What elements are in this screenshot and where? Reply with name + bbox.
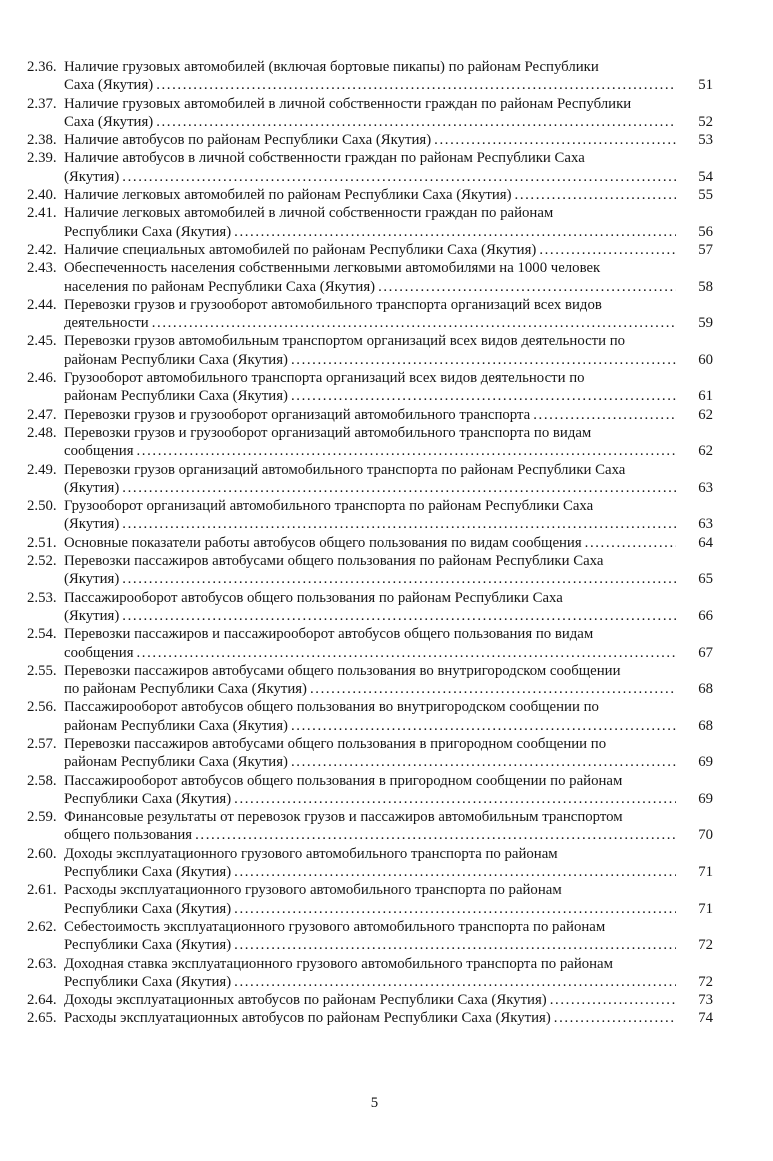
toc-entry-page: 57 — [698, 241, 713, 258]
dot-leader — [554, 1009, 676, 1027]
toc-entry-text: (Якутия) — [64, 168, 120, 185]
toc-entry-line — [64, 753, 713, 771]
toc-entry — [27, 589, 713, 626]
toc-entry-text: Перевозки грузов автомобильным транспортом организаций всех видов деятельности по — [64, 333, 626, 350]
toc-entry-body — [64, 534, 713, 552]
toc-entry-page: 56 — [698, 223, 713, 240]
toc-entry-body — [64, 424, 713, 461]
toc-entry-number: 2.59. — [27, 809, 57, 826]
toc-entry-number: 2.55. — [27, 662, 57, 679]
toc-entry-body — [64, 845, 713, 882]
toc-entry-text: Грузооборот автомобильного транспорта организаций всех видов деятельности по — [64, 370, 585, 387]
toc-entry-text: Перевозки грузов и грузооборот автомобильного транспорта организаций всех видов — [64, 296, 602, 313]
toc-entry-text: Республики Саха (Якутия) — [64, 223, 232, 240]
toc-entry-text: Перевозки пассажиров автобусами общего пользования по районам Республики Саха — [64, 553, 604, 570]
toc-entry-page: 63 — [698, 516, 713, 533]
toc-entry-line — [64, 717, 713, 735]
toc-entry-body — [64, 186, 713, 204]
toc-entry — [27, 332, 713, 369]
toc-entry-number: 2.44. — [27, 296, 57, 313]
toc-entry-page: 71 — [698, 900, 713, 917]
toc-entry-page: 74 — [698, 1010, 713, 1027]
toc-entry-page: 59 — [698, 315, 713, 332]
toc-entry-number: 2.48. — [27, 424, 57, 441]
toc-entry — [27, 241, 713, 259]
toc-entry-body — [64, 296, 713, 333]
toc-entry — [27, 149, 713, 186]
toc-entry-line — [64, 406, 713, 424]
toc-entry-text: Перевозки пассажиров автобусами общего пользования в пригородном сообщении по — [64, 735, 607, 752]
toc-entry-page: 70 — [698, 827, 713, 844]
toc-entry-page: 53 — [698, 132, 713, 149]
dot-leader — [550, 991, 676, 1009]
toc-entry-line — [64, 332, 713, 350]
toc-entry-number: 2.53. — [27, 589, 57, 606]
toc-entry-text: сообщения — [64, 443, 134, 460]
dot-leader — [122, 607, 676, 625]
toc-entry-page: 52 — [698, 113, 713, 130]
toc-entry-text: Республики Саха (Якутия) — [64, 790, 232, 807]
dot-leader — [137, 644, 677, 662]
toc-entry-page: 51 — [698, 77, 713, 94]
toc-entry-text: по районам Республики Саха (Якутия) — [64, 681, 307, 698]
toc-entry-number: 2.46. — [27, 370, 57, 387]
dot-leader — [234, 973, 676, 991]
toc-entry-text: Перевозки грузов и грузооборот организаций автомобильного транспорта по видам — [64, 424, 592, 441]
toc-entry — [27, 296, 713, 333]
toc-entry — [27, 881, 713, 918]
toc-entry-page: 73 — [698, 992, 713, 1009]
page-number: 5 — [370, 1095, 379, 1111]
toc-entry-page: 66 — [698, 607, 713, 624]
toc-entry-body — [64, 735, 713, 772]
toc-entry-text: Финансовые результаты от перевозок грузов и пассажиров автомобильным транспортом — [64, 809, 623, 826]
dot-leader — [291, 351, 676, 369]
dot-leader — [152, 314, 676, 332]
toc-entry-text: Обеспеченность населения собственными легковыми автомобилями на 1000 человек — [64, 260, 601, 277]
toc-entry-line — [64, 808, 713, 826]
dot-leader — [156, 113, 676, 131]
toc-entry-body — [64, 662, 713, 699]
dot-leader — [515, 186, 676, 204]
toc-entry-number: 2.47. — [27, 406, 57, 423]
toc-entry — [27, 534, 713, 552]
dot-leader — [310, 680, 676, 698]
toc-entry-line — [64, 479, 713, 497]
toc-entry-page: 68 — [698, 681, 713, 698]
toc-entry-line — [64, 515, 713, 533]
toc-entry — [27, 991, 713, 1009]
toc-entry-text: общего пользования — [64, 827, 193, 844]
toc-entry-text: Наличие автобусов в личной собственности граждан по районам Республики Саха — [64, 150, 585, 167]
toc-entry-text: Пассажирооборот автобусов общего пользования в пригородном сообщении по районам — [64, 772, 623, 789]
toc-entry-line — [64, 241, 713, 259]
dot-leader — [378, 278, 676, 296]
toc-entry-text: деятельности — [64, 315, 149, 332]
toc-entry-page: 54 — [698, 168, 713, 185]
toc-entry-page: 67 — [698, 644, 713, 661]
toc-entry-line — [64, 204, 713, 222]
toc-entry-number: 2.60. — [27, 845, 57, 862]
toc-entry-number: 2.62. — [27, 918, 57, 935]
toc-entry — [27, 131, 713, 149]
toc-entry-line — [64, 607, 713, 625]
toc-entry-text: Наличие легковых автомобилей в личной собственности граждан по районам — [64, 205, 554, 222]
toc-entry-text: Пассажирооборот автобусов общего пользования во внутригородском сообщении по — [64, 699, 599, 716]
toc-entry-line — [64, 680, 713, 698]
toc-entry-page: 58 — [698, 278, 713, 295]
toc-entry-line — [64, 625, 713, 643]
toc-entry-line — [64, 351, 713, 369]
toc-entry-line — [64, 845, 713, 863]
toc-entry-line — [64, 186, 713, 204]
toc-entry-line — [64, 973, 713, 991]
toc-entry-line — [64, 149, 713, 167]
toc-entry-text: Перевозки пассажиров и пассажирооборот автобусов общего пользования по видам — [64, 626, 594, 643]
toc-entry-line — [64, 534, 713, 552]
toc-entry — [27, 808, 713, 845]
toc-entry-body — [64, 149, 713, 186]
toc-entry-line — [64, 918, 713, 936]
dot-leader — [195, 826, 676, 844]
toc-entry — [27, 918, 713, 955]
toc-entry-number: 2.61. — [27, 882, 57, 899]
toc-entry-body — [64, 406, 713, 424]
toc-entry-text: Республики Саха (Якутия) — [64, 864, 232, 881]
toc-entry-body — [64, 461, 713, 498]
toc-entry-body — [64, 589, 713, 626]
toc-entry-number: 2.38. — [27, 132, 57, 149]
toc-entry-text: Перевозки пассажиров автобусами общего пользования во внутригородском сообщении — [64, 662, 621, 679]
toc-entry-text: районам Республики Саха (Якутия) — [64, 754, 288, 771]
toc-entry-body — [64, 698, 713, 735]
toc-entry-body — [64, 497, 713, 534]
toc-entry-body — [64, 204, 713, 241]
toc-entry-body — [64, 918, 713, 955]
toc-entry-text: (Якутия) — [64, 516, 120, 533]
toc-entry-line — [64, 936, 713, 954]
toc-entry-text: Саха (Якутия) — [64, 113, 154, 130]
toc-entry-text: Республики Саха (Якутия) — [64, 937, 232, 954]
toc-entry-line — [64, 881, 713, 899]
toc-entry-text: Пассажирооборот автобусов общего пользования по районам Республики Саха — [64, 589, 563, 606]
toc-entry-line — [64, 95, 713, 113]
toc-entry — [27, 1009, 713, 1027]
toc-entry-text: Наличие специальных автомобилей по районам Республики Саха (Якутия) — [64, 241, 537, 258]
toc-entry-body — [64, 625, 713, 662]
toc-entry — [27, 735, 713, 772]
toc-entry-line — [64, 790, 713, 808]
toc-entry — [27, 186, 713, 204]
toc-entry-body — [64, 991, 713, 1009]
toc-entry-body — [64, 808, 713, 845]
page-footer — [0, 1094, 773, 1112]
toc-entry-page: 72 — [698, 973, 713, 990]
toc-entry-line — [64, 223, 713, 241]
dot-leader — [156, 76, 676, 94]
toc-entry-text: Саха (Якутия) — [64, 77, 154, 94]
toc-entry-page: 63 — [698, 479, 713, 496]
toc-entry — [27, 845, 713, 882]
toc-entry — [27, 698, 713, 735]
toc-entry-text: Наличие легковых автомобилей по районам Республики Саха (Якутия) — [64, 187, 512, 204]
toc-entry-line — [64, 296, 713, 314]
toc-entry-text: Наличие грузовых автомобилей в личной собственности граждан по районам Республики — [64, 95, 632, 112]
toc-entry-text: районам Республики Саха (Якутия) — [64, 351, 288, 368]
toc-entry-line — [64, 259, 713, 277]
dot-leader — [434, 131, 676, 149]
toc-entry-text: населения по районам Республики Саха (Якутия) — [64, 278, 376, 295]
toc-entry-page: 55 — [698, 187, 713, 204]
toc-entry-number: 2.39. — [27, 150, 57, 167]
toc-entry — [27, 497, 713, 534]
toc-entry-number: 2.43. — [27, 260, 57, 277]
toc-entry-body — [64, 58, 713, 95]
toc-entry-text: (Якутия) — [64, 607, 120, 624]
toc-entry-page: 62 — [698, 406, 713, 423]
toc-entry-line — [64, 278, 713, 296]
toc-entry-text: Расходы эксплуатационных автобусов по районам Республики Саха (Якутия) — [64, 1010, 551, 1027]
toc-entry-text: районам Республики Саха (Якутия) — [64, 388, 288, 405]
toc-entry-page: 65 — [698, 571, 713, 588]
toc-entry-text: Доходы эксплуатационных автобусов по районам Республики Саха (Якутия) — [64, 992, 547, 1009]
toc-entry-line — [64, 461, 713, 479]
toc-entry-line — [64, 168, 713, 186]
toc-entry-page: 60 — [698, 351, 713, 368]
toc-entry-text: Республики Саха (Якутия) — [64, 900, 232, 917]
toc-entry-line — [64, 589, 713, 607]
toc-entry — [27, 552, 713, 589]
toc-entry-line — [64, 698, 713, 716]
toc-entry-body — [64, 1009, 713, 1027]
toc-entry-number: 2.54. — [27, 626, 57, 643]
toc-entry-line — [64, 644, 713, 662]
toc-entry — [27, 95, 713, 132]
toc-entry-text: Основные показатели работы автобусов общего пользования по видам сообщения — [64, 534, 582, 551]
toc-entry — [27, 955, 713, 992]
dot-leader — [234, 863, 676, 881]
toc-entry — [27, 58, 713, 95]
toc-entry-number: 2.63. — [27, 955, 57, 972]
dot-leader — [533, 406, 676, 424]
toc-entry-line — [64, 369, 713, 387]
toc-entry — [27, 461, 713, 498]
toc-entry-number: 2.45. — [27, 333, 57, 350]
toc-entry-page: 72 — [698, 937, 713, 954]
toc-entry-line — [64, 570, 713, 588]
toc-entry-body — [64, 552, 713, 589]
toc-entry-text: Наличие грузовых автомобилей (включая бортовые пикапы) по районам Республики — [64, 59, 599, 75]
toc-entry-body — [64, 259, 713, 296]
toc-entry-line — [64, 387, 713, 405]
toc-entry-number: 2.64. — [27, 992, 57, 1009]
toc-entry-number: 2.65. — [27, 1010, 57, 1027]
toc-entry-number: 2.40. — [27, 187, 57, 204]
toc-entry-body — [64, 955, 713, 992]
toc-entry-body — [64, 332, 713, 369]
toc-entry-line — [64, 113, 713, 131]
dot-leader — [234, 936, 676, 954]
toc-entry-text: Республики Саха (Якутия) — [64, 973, 232, 990]
toc-entry — [27, 406, 713, 424]
toc-entry-page: 69 — [698, 754, 713, 771]
toc-entry-line — [64, 1009, 713, 1027]
toc-entry — [27, 772, 713, 809]
toc-entry-page: 61 — [698, 388, 713, 405]
toc-entry-number: 2.37. — [27, 95, 57, 112]
toc-entry-number: 2.51. — [27, 534, 57, 551]
toc-entry-text: Доходная ставка эксплуатационного грузового автомобильного транспорта по районам — [64, 955, 613, 972]
toc-entry-line — [64, 772, 713, 790]
toc-entry-line — [64, 424, 713, 442]
toc-entry-page: 68 — [698, 717, 713, 734]
toc-entry-text: Себестоимость эксплуатационного грузового автомобильного транспорта по районам — [64, 918, 606, 935]
toc-entry-line — [64, 76, 713, 94]
toc-entry-number: 2.36. — [27, 59, 57, 75]
toc-entry-line — [64, 991, 713, 1009]
toc-entry-line — [64, 442, 713, 460]
toc-entry — [27, 259, 713, 296]
toc-entry-text: сообщения — [64, 644, 134, 661]
dot-leader — [291, 753, 676, 771]
toc-entry-page: 62 — [698, 443, 713, 460]
toc-entry-line — [64, 863, 713, 881]
dot-leader — [122, 515, 676, 533]
toc-entry-line — [64, 826, 713, 844]
dot-leader — [585, 534, 676, 552]
dot-leader — [234, 900, 676, 918]
toc-entry-number: 2.58. — [27, 772, 57, 789]
toc-entry-page: 71 — [698, 864, 713, 881]
toc-entry-line — [64, 58, 713, 76]
toc-entry-text: районам Республики Саха (Якутия) — [64, 717, 288, 734]
toc-entry-body — [64, 131, 713, 149]
dot-leader — [291, 717, 676, 735]
toc-entry-text: (Якутия) — [64, 479, 120, 496]
dot-leader — [234, 790, 676, 808]
toc-entry-text: (Якутия) — [64, 571, 120, 588]
toc-entry-number: 2.52. — [27, 553, 57, 570]
toc-entry-number: 2.50. — [27, 498, 57, 515]
toc-entry-text: Перевозки грузов организаций автомобильного транспорта по районам Республики Саха — [64, 461, 626, 478]
toc-entry-line — [64, 497, 713, 515]
toc-entry-number: 2.56. — [27, 699, 57, 716]
toc-entry-text: Доходы эксплуатационного грузового автомобильного транспорта по районам — [64, 845, 558, 862]
toc-entry-line — [64, 735, 713, 753]
dot-leader — [122, 479, 676, 497]
toc-entry-line — [64, 955, 713, 973]
toc-entry-line — [64, 552, 713, 570]
toc-entry — [27, 369, 713, 406]
toc-entry-number: 2.49. — [27, 461, 57, 478]
dot-leader — [122, 168, 676, 186]
table-of-contents — [27, 58, 713, 1028]
toc-entry-text: Наличие автобусов по районам Республики Саха (Якутия) — [64, 132, 432, 149]
toc-entry-body — [64, 881, 713, 918]
toc-entry-body — [64, 772, 713, 809]
dot-leader — [122, 570, 676, 588]
dot-leader — [539, 241, 676, 259]
toc-entry-page: 69 — [698, 790, 713, 807]
toc-entry-body — [64, 241, 713, 259]
toc-entry-line — [64, 314, 713, 332]
toc-entry — [27, 625, 713, 662]
toc-entry-body — [64, 369, 713, 406]
toc-entry-text: Грузооборот организаций автомобильного транспорта по районам Республики Саха — [64, 498, 594, 515]
toc-entry-line — [64, 131, 713, 149]
toc-entry — [27, 204, 713, 241]
toc-entry-number: 2.57. — [27, 735, 57, 752]
dot-leader — [291, 387, 676, 405]
toc-entry-text: Расходы эксплуатационного грузового автомобильного транспорта по районам — [64, 882, 562, 899]
toc-entry-text: Перевозки грузов и грузооборот организаций автомобильного транспорта — [64, 406, 531, 423]
toc-entry-number: 2.41. — [27, 205, 57, 222]
toc-entry-body — [64, 95, 713, 132]
toc-entry-number: 2.42. — [27, 241, 57, 258]
toc-entry-line — [64, 900, 713, 918]
toc-entry-page: 64 — [698, 534, 713, 551]
dot-leader — [234, 223, 676, 241]
toc-entry — [27, 662, 713, 699]
toc-entry — [27, 424, 713, 461]
dot-leader — [137, 442, 677, 460]
toc-entry-line — [64, 662, 713, 680]
